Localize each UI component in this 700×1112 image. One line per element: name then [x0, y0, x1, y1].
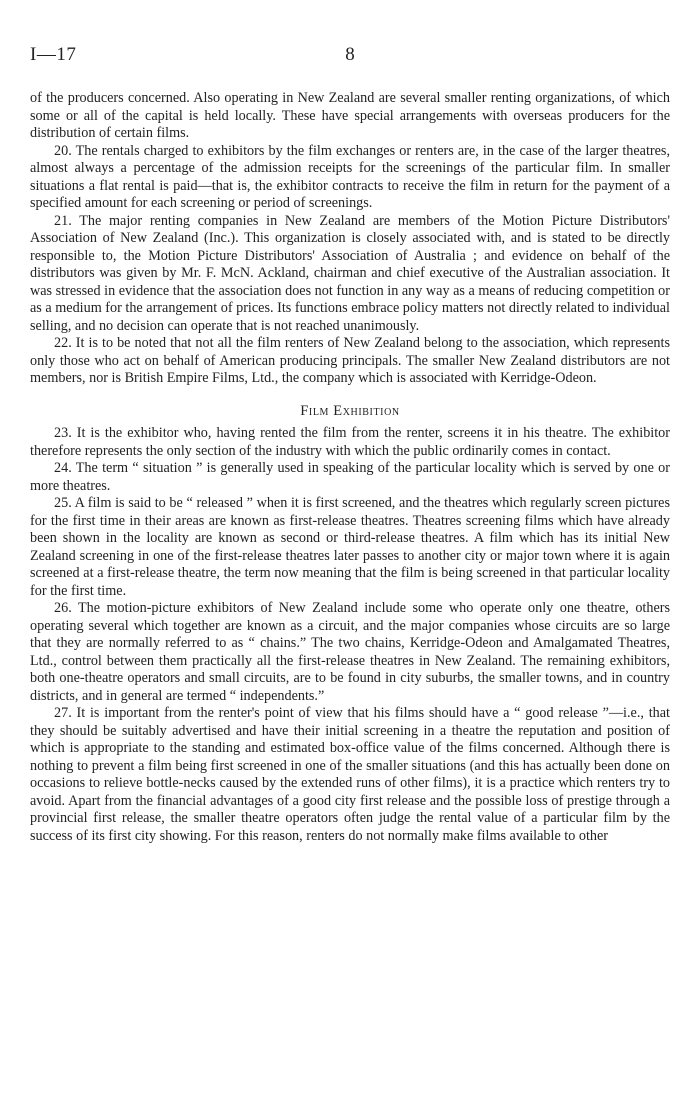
- page-body: [30, 90, 670, 845]
- paragraph: 27. It is important from the renter's point of view that his films should have a “ good release ”—i.e., that they should be suitably advertised and have their initial screening in a theatre the reputation and position of which is appropriate to the standing and estimated box-office value of the films concerned. Although there is nothing to prevent a film being first screened in one of the smaller situations (and this has actually been done on occasions to relieve bottle-necks caused by the extended runs of other films), it is a practice which renters try to avoid. Apart from the financial advantages of a good city first release and the possible loss of prestige through a provincial first release, the smaller theatre operators often judge the rental value of a particular film by the success of its first city showing. For this reason, renters do not normally make films available to other: [30, 705, 670, 844]
- paragraph: 22. It is to be noted that not all the film renters of New Zealand belong to the association, which represents only those who act on behalf of American producing principals. The smaller New Zealand distributors are not members, nor is British Empire Films, Ltd., the company which is associated with Kerridge-Odeon.: [30, 335, 670, 386]
- page-number: 8: [345, 44, 355, 65]
- paragraphs-after-heading: [30, 425, 670, 845]
- section-heading: Film Exhibition: [300, 402, 400, 419]
- section-reference: I—17: [30, 44, 77, 65]
- paragraph: 21. The major renting companies in New Zealand are members of the Motion Picture Distributors' Association of New Zealand (Inc.). This organization is closely associated with, and is stated to be directly responsible to, the Motion Picture Distributors' Association of Australia ; and evidence on behalf of the distributors was given by Mr. F. McN. Ackland, chairman and chief executive of the Australian association. It was stressed in evidence that the association does not function in any way as a means of reducing competition or as a medium for the arrangement of prices. Its functions embrace policy matters not directly related to individual selling, and no decision can operate that is not reached unanimously.: [30, 212, 670, 334]
- paragraph: 23. It is the exhibitor who, having rented the film from the renter, screens it in his theatre. The exhibitor therefore represents the only section of the industry with which the public ordinarily comes in contact.: [30, 425, 670, 459]
- paragraph: 25. A film is said to be “ released ” when it is first screened, and the theatres which regularly screen pictures for the first time in their areas are known as first-release theatres. Theatres screening films which have already been shown in the locality are known as second or third-release theatres. A film which has its initial New Zealand screening in one of the first-release theatres later passes to another city or major town where it is again screened at a first-release theatre, the term now meaning that the film is being screened in that particular locality for the first time.: [30, 495, 670, 599]
- paragraph: 26. The motion-picture exhibitors of New Zealand include some who operate only one theatre, others operating several which together are known as a circuit, and the major companies whose circuits are so large that they are normally referred to as “ chains.” The two chains, Kerridge-Odeon and Amalgamated Theatres, Ltd., control between them practically all the first-release theatres in New Zealand. The remaining exhibitors, both one-theatre operators and small circuits, are to be found in city suburbs, the smaller towns, and in country districts, and in general are termed “ independents.”: [30, 600, 670, 704]
- paragraph: 20. The rentals charged to exhibitors by the film exchanges or renters are, in the case of the larger theatres, almost always a percentage of the admission receipts for the screenings of the particular film. In smaller situations a flat rental is paid—that is, the exhibitor contracts to receive the film in return for the payment of a specified amount for each screening or period of screenings.: [30, 142, 670, 211]
- paragraphs-before-heading: [30, 90, 670, 388]
- paragraph: 24. The term “ situation ” is generally used in speaking of the particular locality which is served by one or more theatres.: [30, 460, 670, 494]
- paragraph: of the producers concerned. Also operating in New Zealand are several smaller renting organizations, of which some or all of the capital is held locally. These have special arrangements with overseas producers for the distribution of certain films.: [30, 90, 670, 141]
